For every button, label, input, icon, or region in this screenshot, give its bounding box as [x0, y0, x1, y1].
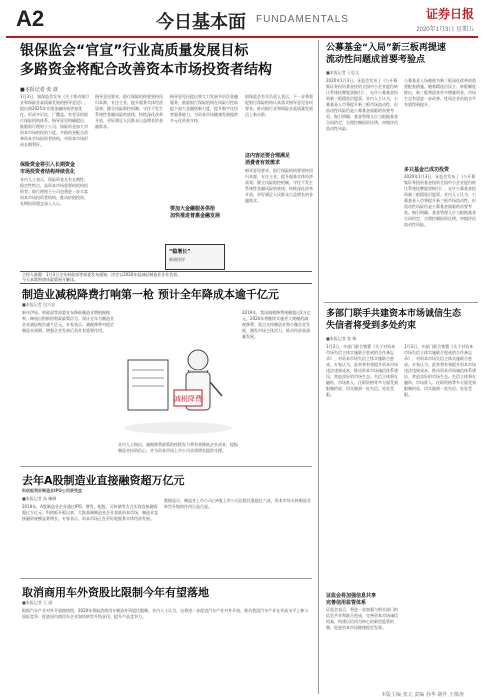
lead-body-col4: 银保监会有关负责人表示，下一步将督促银行保险机构认真落实指导意见各项要求，推动银行业和保险业高质量发展迈上新台阶。	[245, 94, 313, 117]
ipo-byline: ■本报记者 高 曦峰	[22, 496, 57, 501]
lead-headline-line2: 多路资金将配合改善资本市场投资者结构	[20, 62, 272, 78]
lead-subhead-3: 要加大金融服务供给	[170, 206, 216, 212]
page-number: A2	[16, 6, 45, 31]
lead-body-col3: 指导意见还提出要大力发展多层次金融服务，鼓励银行保险机构在风险可控前提下加大金融创新力度，提升数字化经营服务能力，为资本市场健康发展提供多元化资金支持。	[170, 94, 238, 123]
section-rule-3	[324, 302, 478, 303]
credit-body-right: 1月3日，多部门联合签署《关于对资本市场失信主体实施联合惩戒的合作备忘录》，对资本市场失信主体实施联合惩戒。专家认为，此举将有效提升资本市场违法违规成本，推动资本市场诚信体系建设，营造良好的市场生态。失信主体将在融资、市场准入、任职资格等多方面受到限制约束，切实做到一处失信、处处受限。	[404, 344, 476, 397]
fund-body-right: 2020年1月3日，证监会发布了《公开募集证券投资基金投资全国中小企业股份转让系统挂牌股票指引》，允许公募基金投资新三板精选层股票。业内人士认为，公募基金入市将提升新三板市场流动性，但流动性风险仍是公募基金面临的首要考验。指引明确，基金管理人应当根据基金合同约定，合理控制投资比例，审慎评估流动性风险。	[404, 174, 476, 227]
issue-date: 2020年1月3日 星期五	[416, 27, 474, 33]
lead-subhead-2: 这内容还要合理满足	[245, 153, 291, 159]
fund-headline[interactable]	[326, 42, 476, 66]
ipo-headline[interactable]: 去年A股制造业直接融资超万亿元	[22, 474, 185, 487]
tax-body-bottom: 业内人士指出，减税降费政策的持续发力将有效降低企业成本，提振制造业投资信心，并为资本市场上市公司业绩增长提供支撑。	[118, 442, 238, 453]
tax-body-right: 2019年，我国减税降费规模超过2万亿元。2020年将继续实施更大规模的减税降费，重点支持制造业和小微企业发展，激发市场主体活力，推动经济高质量发展。	[242, 310, 311, 339]
news-commentary-badge	[165, 244, 225, 270]
column-divider	[318, 40, 319, 694]
badge-subtitle: 新闻快评	[169, 257, 185, 262]
credit-headline[interactable]	[326, 308, 476, 332]
fund-headline-line1: 公募基金“入局”新三板再提速	[326, 43, 446, 53]
lead-subhead-2b: 消费者有效需求	[245, 160, 281, 166]
credit-headline-line1: 多部门联手共建资本市场诚信生态	[326, 309, 462, 319]
section-rule	[20, 466, 312, 467]
section-title-en: FUNDAMENTALS	[256, 14, 349, 25]
lead-subhead-3b: 加快推进普惠金融发展	[170, 213, 221, 219]
fund-headline-line2: 流动性问题成首要考验点	[326, 55, 426, 65]
fund-body-left: 2020年1月3日，证监会发布了《公开募集证券投资基金投资全国中小企业股份转让系统挂牌股票指引》，允许公募基金投资新三板精选层股票。业内人士认为，公募基金入市将提升新三板市场流动性，但流动性风险仍是公募基金面临的首要考验。指引明确，基金管理人应当根据基金合同约定，合理控制投资比例，审慎评估流动性风险。	[326, 78, 398, 131]
banner-line1: 主持人陈静：1月3日全年财政部等部委发布通知，决定自2020年起减轻制造业企业负担。	[22, 272, 182, 277]
credit-body-left: 1月3日，多部门联合签署《关于对资本市场失信主体实施联合惩戒的合作备忘录》，对资本市场失信主体实施联合惩戒。专家认为，此举将有效提升资本市场违法违规成本，推动资本市场诚信体系建设，营造良好的市场生态。失信主体将在融资、市场准入、任职资格等多方面受到限制约束，切实做到一处失信、处处受限。	[326, 344, 398, 397]
host-intro-banner	[20, 271, 312, 284]
fund-body-right-top: 公募基金入场被视为新三板深化改革的重要配套措施。随着精选层设立、转板制度推出，新三板将迎来更多增量资金，市场生态有望进一步改善，优质企业估值水平有望得到提升。	[404, 78, 476, 107]
credit-headline-line2: 失信者将受到多处约束	[326, 321, 417, 331]
fund-subhead: 多只基金已成功投资	[404, 167, 450, 173]
trade-byline: ■本报记者 王 丽	[22, 600, 53, 605]
credit-body-left-b: 证监会表示，将进一步加强与相关部门的信息共享和联合惩戒，完善资本市场诚信档案，构建以信用为核心的新型监管机制，促进资本市场健康稳定发展。	[326, 607, 398, 630]
credit-subhead-b: 完善信用监管体系	[326, 600, 367, 606]
banner-line2: 今天本版围绕该政策展开解读。	[22, 277, 78, 282]
section-rule-2	[20, 578, 312, 579]
badge-title: “稳增长”	[169, 249, 191, 255]
lead-byline: ■本报记者 张 歆	[20, 87, 58, 93]
tax-headline[interactable]: 制造业减税降费打响第一枪 预计全年降成本逾千亿元	[22, 288, 279, 301]
page-header	[6, 2, 478, 38]
ipo-body-left: 2019年，A股制造业企业通过IPO、增发、配股、可转债等方式实现直接融资超过万亿元。科创板开板以来，大批高端制造业企业登陆资本市场，制造业直接融资规模显著增长。专家表示，资本市场正在更好地服务实体经济发展。	[22, 504, 158, 521]
lead-subhead-1b: 市场投资者结构持续优化	[20, 169, 76, 175]
newspaper-logo: 证券日报	[425, 7, 474, 21]
credit-subhead: 证监会将加强信息共享	[326, 593, 377, 599]
tax-cut-illustration	[118, 330, 238, 438]
lead-headline[interactable]	[20, 42, 310, 80]
credit-byline: ■本报记者 张 敏	[326, 336, 357, 341]
lead-body-col1: 1月3日，银保监会发布《关于推动银行业和保险业高质量发展的指导意见》，提出到2025年实现金融结构更加优化，形成多层次、广覆盖、有差异的银行保险机构体系。指导意见明确提出，鼓励银行理财子公司、保险资金加大对资本市场的投资力度，多路资金配合改善资本市场投资者结构，对资本市场形成长期利好。	[20, 94, 90, 147]
lead-subhead-1: 保险资金将引入长期资金	[20, 162, 76, 168]
lead-headline-line1: 银保监会“官宣”行业高质量发展目标	[20, 43, 249, 59]
ipo-body-right: 数据显示，制造业上市公司占A股上市公司总数比重超过六成，资本市场支持制造业转型升级的作用日益凸显。	[164, 498, 311, 509]
illustration-label: 减税降费	[174, 395, 202, 403]
section-title: 今日基本面	[156, 12, 246, 33]
tax-byline: ■本报记者 包兴安	[22, 302, 56, 307]
trade-body: 根据汽车产业对外开放路线图，2020年将取消商用车制造外资股比限制。业内人士认为，这将进一步促进汽车产业对外开放，推动我国汽车产业在更高水平上参与国际竞争，促进国内商用车企业加快转型升级步伐，提升产品竞争力。	[22, 608, 309, 619]
lead-body-col4b: 指导意见要求，银行保险机构要坚持回归本源，专注主业，提升服务实体经济质效；健全风险防控机制，守住不发生系统性金融风险的底线；持续深化改革开放，更好满足人民群众日益增长的金融需求。	[245, 168, 313, 203]
tax-body-left: 新年伊始，财政部等部委宣布降低制造业增值税税率，释放出积极的财政政策信号。预计全年为制造业企业减轻税负逾千亿元。专家表示，减税降费对稳定制造业预期、增强企业发展后劲具有重要作用。	[22, 310, 114, 333]
lead-body-col1b: 业内人士表示，保险资金具有长期性、稳定性特点，是资本市场重要的机构投资者。银行理财子公司也将进一步丰富资本市场投资者结构，推动价值投资、长期投资理念深入人心。	[20, 177, 88, 206]
trade-headline[interactable]: 取消商用车外资股比限制今年有望落地	[22, 586, 209, 599]
page-footer: 本版主编 张亢 责编 孙华 制作 王敬涛	[381, 692, 464, 698]
fund-byline: ■本报记者 王思文	[326, 70, 360, 75]
lead-body-col2: 指导意见要求，银行保险机构要坚持回归本源，专注主业，提升服务实体经济质效；健全风险防控机制，守住不发生系统性金融风险的底线；持续深化改革开放，更好满足人民群众日益增长的金融需求。	[95, 94, 163, 129]
ipo-subheadline: 科创板利好制造业IPO公司获受益	[22, 488, 82, 493]
